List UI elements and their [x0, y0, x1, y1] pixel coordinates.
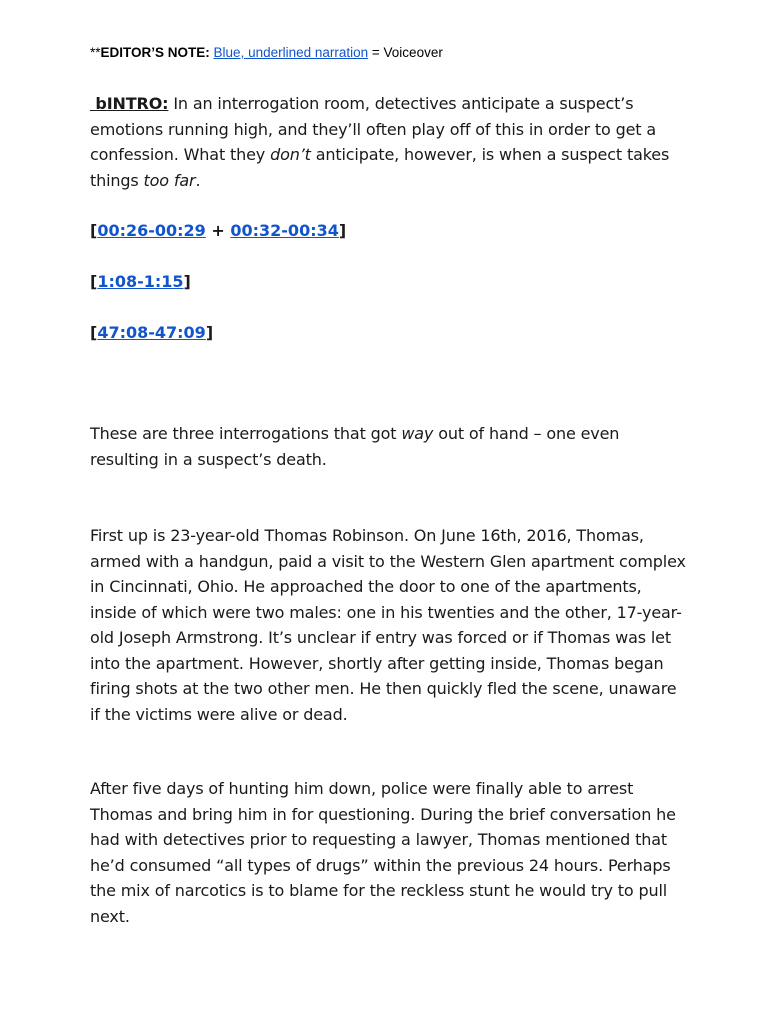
bracket-open: [: [90, 221, 98, 240]
bracket-open: [: [90, 323, 98, 342]
editors-note: [90, 45, 443, 60]
timestamp-link-47-08[interactable]: 47:08-47:09: [97, 323, 206, 342]
intro-emphasis-too-far: too far: [143, 170, 196, 190]
intro-label: bINTRO:: [90, 94, 169, 113]
intro-text: In an interrogation room, detectives anticipate a suspect’s emotions running high, and they’ll often play off of this in order to get a confession. What they: [90, 94, 657, 164]
para-three-emphasis: way: [401, 424, 434, 443]
editors-note-prefix: **: [90, 45, 101, 60]
intro-paragraph: [90, 91, 690, 193]
arrest-paragraph: After five days of hunting him down, police were finally able to arrest Thomas and bring him in for questioning. During the brief conversation he had with detectives prior to requesting a lawyer, Thomas mentioned that he’d consumed “all types of drugs” within the previous 24 hours. Perhaps the mix of narcotics is to blame for the reckless stunt he would try to pull next.: [90, 779, 676, 926]
para-three-text: These are three interrogations that got: [90, 424, 402, 443]
intro-text-2: anticipate, however, is when a suspect takes things: [90, 145, 670, 190]
plus-sign: +: [205, 221, 231, 240]
voiceover-legend-link[interactable]: Blue, underlined narration: [213, 45, 369, 60]
timestamp-line-1: [90, 220, 346, 242]
editors-note-suffix: = Voiceover: [368, 45, 443, 60]
bracket-open: [: [90, 272, 98, 291]
bracket-close: ]: [205, 323, 214, 342]
intro-text-3: .: [195, 170, 201, 190]
para-three-text-2: out of hand – one even resulting in a suspect’s death.: [90, 424, 620, 469]
timestamp-link-00-26[interactable]: 00:26-00:29: [97, 221, 206, 240]
timestamp-line-2: [90, 271, 191, 293]
bracket-close: ]: [183, 272, 191, 291]
bracket-close: ]: [338, 221, 347, 240]
intro-emphasis-dont: don’t: [270, 145, 311, 164]
timestamp-link-00-32[interactable]: 00:32-00:34: [230, 221, 339, 240]
timestamp-link-1-08[interactable]: 1:08-1:15: [97, 272, 184, 291]
thomas-robinson-paragraph: First up is 23-year-old Thomas Robinson. On June 16th, 2016, Thomas, armed with a handgun, paid a visit to the Western Glen apartment complex in Cincinnati, Ohio. He approached the door to one of the apartments, inside of which were two males: one in his twenties and the other, 17-year-old Joseph Armstrong. It’s unclear if entry was forced or if Thomas was let into the apartment. However, shortly after getting inside, Thomas began firing shots at the two other men. He then quickly fled the scene, unaware if the victims were alive or dead.: [90, 526, 686, 724]
three-interrogations-paragraph: [90, 421, 690, 472]
editors-note-label: EDITOR’S NOTE:: [100, 45, 210, 60]
timestamp-line-3: [90, 322, 213, 344]
